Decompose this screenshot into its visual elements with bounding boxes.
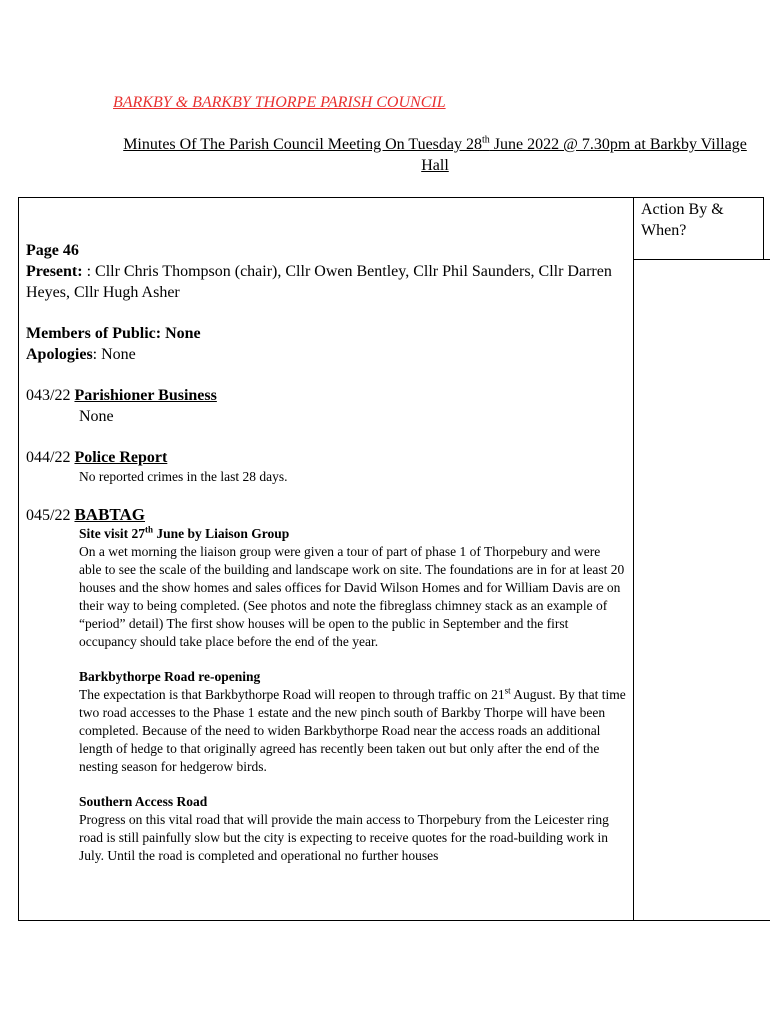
spacer xyxy=(79,651,626,668)
spacer xyxy=(26,486,626,506)
item-045-number: 045/22 xyxy=(26,507,75,524)
reopening-body-end: August. By that time two road accesses to the Phase 1 estate and the new pinch south of Barkby Thorpe will have been completed. Because of the need to widen Barkbythorpe Road near the access roads an additional length of hedge to that originally agreed has recently been taken out but only after the end of the nesting season for hedgerow birds. xyxy=(79,687,626,774)
action-column-heading: Action By & When? xyxy=(641,201,724,239)
item-044-body: No reported crimes in the last 28 days. xyxy=(79,469,288,484)
reopening-body xyxy=(79,686,626,776)
site-visit-heading-start: Site visit 27 xyxy=(79,526,145,541)
page-label: Page 46 xyxy=(26,242,79,259)
item-045-title: BABTAG xyxy=(74,505,145,524)
present-label: Present: xyxy=(26,263,83,280)
action-header-rule xyxy=(633,259,770,260)
site-visit-heading xyxy=(79,525,626,543)
apologies-label: Apologies xyxy=(26,346,93,363)
subtitle-text-start: Minutes Of The Parish Council Meeting On Tuesday 28 xyxy=(123,136,483,153)
item-043-body: None xyxy=(79,408,114,425)
item-043-heading xyxy=(26,385,626,406)
table-border-left xyxy=(18,197,19,921)
site-visit-heading-end: June by Liaison Group xyxy=(153,526,290,541)
item-044-number: 044/22 xyxy=(26,449,75,466)
reopening-heading: Barkbythorpe Road re-opening xyxy=(79,669,261,684)
item-044-heading xyxy=(26,447,626,468)
table-border-bottom xyxy=(18,920,770,921)
org-title: BARKBY & BARKBY THORPE PARISH COUNCIL xyxy=(113,94,446,111)
minutes-body xyxy=(26,240,626,865)
southern-access-heading: Southern Access Road xyxy=(79,794,208,809)
present-list: : Cllr Chris Thompson (chair), Cllr Owen Bentley, Cllr Phil Saunders, Cllr Darren Heyes, Cllr Hugh Asher xyxy=(26,263,612,301)
apologies-line xyxy=(26,344,626,365)
table-border-top xyxy=(18,197,764,198)
spacer xyxy=(26,427,626,447)
item-043-title: Parishioner Business xyxy=(74,387,217,404)
spacer xyxy=(79,776,626,793)
spacer xyxy=(26,365,626,385)
subtitle-superscript: th xyxy=(482,134,490,146)
site-visit-body: On a wet morning the liaison group were given a tour of part of phase 1 of Thorpebury and were able to see the scale of the building and landscape work on site. The foundations are in for at least 20 houses and the show homes and sales offices for David Wilson Homes and for William Davis are on their way to being completed. (See photos and note the fibreglass chimney stack as an example of “period” detail) The first show houses will be open to the public in September and the first occupancy should take place before the end of the year. xyxy=(79,544,625,649)
reopening-body-start: The expectation is that Barkbythorpe Road will reopen to through traffic on 21 xyxy=(79,687,505,702)
item-045-heading xyxy=(26,506,626,525)
spacer xyxy=(26,303,626,323)
meeting-subtitle xyxy=(112,134,758,176)
item-044-title: Police Report xyxy=(74,449,168,466)
item-045-content xyxy=(26,525,626,865)
table-column-divider xyxy=(633,197,634,921)
members-of-public: Members of Public: None xyxy=(26,325,201,342)
apologies-text: : None xyxy=(92,346,136,363)
present-line xyxy=(26,261,626,303)
subtitle-text-end: June 2022 @ 7.30pm at Barkby Village Hall xyxy=(421,136,747,174)
southern-access-body: Progress on this vital road that will provide the main access to Thorpebury from the Leicester ring road is still painfully slow but the city is expecting to receive quotes for the road-building work in July. Until the road is completed and operational no further houses xyxy=(79,812,609,863)
item-043-number: 043/22 xyxy=(26,387,75,404)
reopening-superscript: st xyxy=(504,685,511,696)
site-visit-superscript: th xyxy=(145,524,154,535)
table-border-right xyxy=(763,197,764,259)
